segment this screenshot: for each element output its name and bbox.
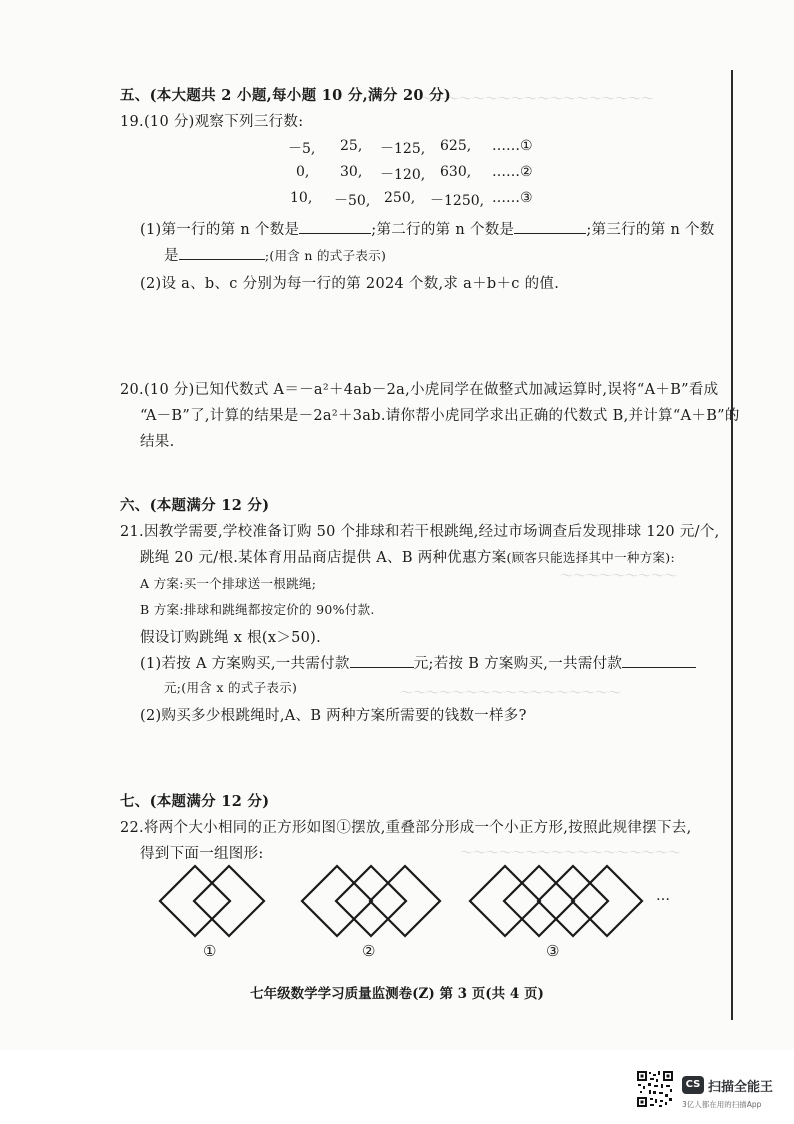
- row2-n4: 630,: [440, 164, 472, 180]
- figure-3-diamonds: [470, 866, 642, 936]
- q21-part2: (2)购买多少根跳绳时,A、B 两种方案所需要的钱数一样多?: [140, 708, 527, 724]
- question-stem: 19.(10 分)观察下列三行数:: [120, 114, 304, 130]
- figure-label-3: ③: [546, 942, 560, 960]
- q19-part1-text-a: (1)第一行的第 n 个数是: [140, 222, 300, 238]
- camscanner-logo-icon: CS: [682, 1076, 704, 1094]
- figure-ellipsis: …: [656, 888, 670, 904]
- section-header: 六、(本题满分 12 分): [120, 497, 270, 514]
- row3-marker: ……③: [492, 190, 533, 206]
- figure-1-diamonds: [160, 866, 264, 936]
- row2-marker: ……②: [492, 164, 533, 180]
- bleed-through-mark: ～～～～～～～～～～～～～～～～～: [400, 686, 622, 701]
- section-header: 五、(本大题共 2 小题,每小题 10 分,满分 20 分): [120, 87, 452, 104]
- q21-part1-text-b: 元;若按 B 方案购买,一共需付款: [413, 656, 623, 672]
- q19-part1-text-d: 是: [164, 248, 179, 264]
- figure-label-2: ②: [362, 942, 376, 960]
- q21-part1-line2: 元;(用含 x 的式子表示): [164, 680, 298, 695]
- q19-part1-hint: ;(用含 n 的式子表示): [264, 248, 387, 263]
- q19-part1-text-b: ;第二行的第 n 个数是: [371, 222, 515, 238]
- row1-n3: －125,: [380, 141, 426, 157]
- q21-plan-b: B 方案:排球和跳绳都按定价的 90%付款.: [140, 602, 375, 617]
- bleed-through-mark: ～～～～～～～～～: [560, 569, 678, 584]
- figure-2-diamonds: [302, 866, 440, 936]
- bleed-through-mark: ～～～～～～～～～～～～～～～～～: [460, 846, 682, 861]
- row3-n3: 250,: [384, 190, 416, 206]
- q20-line1: 20.(10 分)已知代数式 A＝－a²＋4ab－2a,小虎同学在做整式加减运算时,误将“A＋B”看成: [120, 382, 719, 398]
- scanner-app-name: 扫描全能王: [708, 1080, 774, 1095]
- qr-code-icon: [636, 1070, 674, 1108]
- row2-n1: 0,: [296, 164, 310, 180]
- row2-n3: －120,: [380, 167, 426, 183]
- figure-label-1: ①: [203, 942, 217, 960]
- row3-n2: －50,: [334, 193, 371, 209]
- q20-line3: 结果.: [140, 434, 175, 450]
- q21-line2-text: 跳绳 20 元/根.某体育用品商店提供 A、B 两种优惠方案: [140, 550, 507, 566]
- q21-line2-note: (顾客只能选择其中一种方案):: [506, 550, 675, 565]
- bleed-through-mark: ～～～～～～～～～～～～～～～～～～: [420, 92, 655, 107]
- row2-n2: 30,: [340, 164, 363, 180]
- q19-part1-text-c: ;第三行的第 n 个数: [586, 222, 715, 238]
- scanner-watermark: [636, 1070, 786, 1120]
- page-footer: 七年级数学学习质量监测卷(Z) 第 3 页(共 4 页): [250, 986, 544, 1002]
- scanner-tagline: 3亿人都在用的扫描App: [682, 1100, 762, 1109]
- q22-line2: 得到下面一组图形:: [140, 846, 264, 862]
- section-header: 七、(本题满分 12 分): [120, 793, 270, 810]
- row1-n2: 25,: [340, 138, 363, 154]
- q21-part1-text-a: (1)若按 A 方案购买,一共需付款: [140, 656, 350, 672]
- q21-plan-a: A 方案:买一个排球送一根跳绳;: [140, 576, 317, 591]
- q21-assumption: 假设订购跳绳 x 根(x＞50).: [140, 630, 322, 646]
- row1-marker: ……①: [492, 138, 533, 154]
- q20-line2: “A－B”了,计算的结果是－2a²＋3ab.请你帮小虎同学求出正确的代数式 B,并计算“A＋B”的: [140, 408, 740, 424]
- row1-n1: －5,: [288, 141, 316, 157]
- q19-part2: (2)设 a、b、c 分别为每一行的第 2024 个数,求 a＋b＋c 的值.: [140, 276, 560, 292]
- q22-line1: 22.将两个大小相同的正方形如图①摆放,重叠部分形成一个小正方形,按照此规律摆下去,: [120, 820, 692, 836]
- row1-n4: 625,: [440, 138, 472, 154]
- row3-n4: －1250,: [430, 193, 485, 209]
- q21-line1: 21.因教学需要,学校准备订购 50 个排球和若干根跳绳,经过市场调查后发现排球 120 元/个,: [120, 524, 720, 540]
- row3-n1: 10,: [290, 190, 313, 206]
